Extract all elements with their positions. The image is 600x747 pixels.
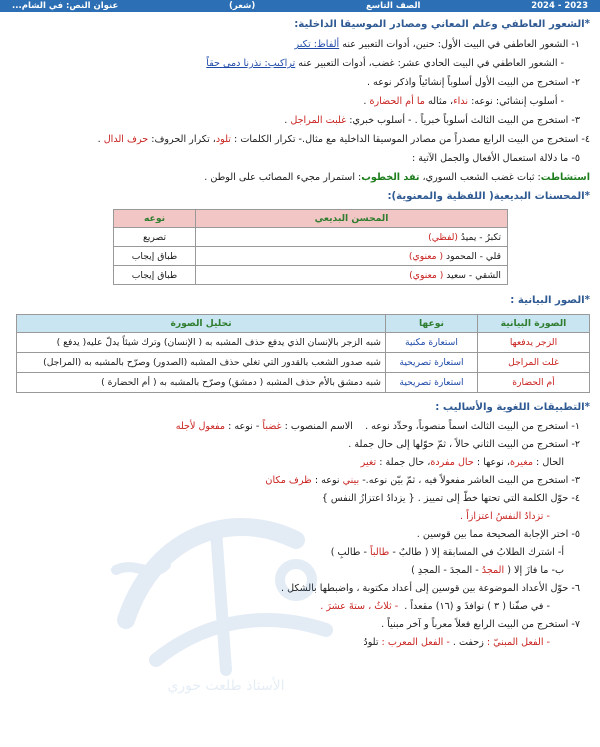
- item-line: ٥- ما دلالة استعمال الأفعال والجمل الآتية :: [411, 153, 580, 164]
- answer-text: المجدُ: [481, 565, 505, 576]
- highlight-text: : نذرنا دمي حقاً: [206, 58, 268, 69]
- answer-text: تغير: [360, 457, 377, 468]
- item-text: ، تكرار الحروف:: [151, 134, 216, 145]
- item-line: [14, 54, 590, 73]
- item-text: - أسلوب إنشائي: نوعه:: [471, 96, 564, 107]
- item-line: [14, 92, 590, 111]
- item-text: .: [363, 96, 370, 107]
- section-heading: *الشعور العاطفي وعلم المعاني ومصادر الموسيقا الداخلية:: [294, 19, 590, 30]
- column-header: تحليل الصورة: [17, 315, 386, 333]
- section-heading: *الصور البيانية :: [510, 295, 590, 306]
- table-cell: تصريع: [114, 228, 196, 247]
- rhetoric-table: [113, 209, 508, 285]
- table-cell: الزجر يدفعها: [478, 333, 590, 353]
- table-cell: استعارة مكنية: [386, 333, 478, 353]
- term-label: تفد الخطوب: [361, 172, 420, 183]
- table-cell: غلت المراجل: [478, 353, 590, 373]
- item-text: ١- الشعور العاطفي في البيت الأول: حنين، أدوات التعبير عنه: [342, 39, 580, 50]
- item-line: ٢- استخرج من البيت الأول أسلوباً إنشائياً واذكر نوعه .: [366, 77, 580, 88]
- item-text: - نوعه :: [228, 421, 263, 432]
- table-cell: طباق إيجاب: [114, 247, 196, 266]
- answer-text: ظرف مكان: [265, 475, 312, 486]
- item-text: : استمرار مجيء المصائب على الوطن .: [204, 172, 362, 183]
- item-line: [14, 454, 590, 472]
- answer-text: غلبت المراجل: [290, 115, 347, 126]
- item-line: [14, 130, 590, 149]
- item-text: - في صفّنا ( ٣ ) نوافذَ و (١٦) مقعداً .: [404, 601, 550, 612]
- item-line: [14, 562, 590, 580]
- table-cell: تكبرُ - يميدُ (لفظي): [196, 228, 508, 247]
- answer-text: حال مفردة: [430, 457, 474, 468]
- column-header: الصورة البيانية: [478, 315, 590, 333]
- table-cell: شبه دمشق بالأم حذف المشبه ( دمشق) وصرّح بالمشبه به ( أم الحضارة ): [17, 373, 386, 393]
- table-row: [17, 333, 590, 353]
- item-text: - طالبِ ): [330, 547, 370, 558]
- answer-line: - تزدادُ النفسُ اعتزازاً .: [460, 511, 550, 522]
- item-text: أ- اشترك الطلابُ في المسابقة إلا ( طالبٌ -: [392, 547, 564, 558]
- item-text: ٣- استخرج من البيت العاشر مفعولاً فيه ، ثمّ بيّن نوعه.-: [362, 475, 580, 486]
- item-line: ٦- حوّل الأعداد الموضوعة بين قوسين إلى أعداد مكتوبة ، واضبطها بالشكل .: [280, 583, 580, 594]
- table-cell: أم الحضارة: [478, 373, 590, 393]
- item-text: تلودُ: [363, 637, 382, 648]
- item-text: : ثبات غضب الشعب السوري،: [422, 172, 541, 183]
- title-segment: الصف التاسع: [365, 1, 421, 11]
- item-text: .: [97, 134, 104, 145]
- item-text: الاسم المنصوب :: [284, 421, 353, 432]
- answer-text: تلود: [215, 134, 231, 145]
- answer-text: مغيرة: [509, 457, 533, 468]
- term-label: استشاطت: [540, 172, 590, 183]
- item-text: ٤- استخرج من البيت الرابع مصدراً من مصادر الموسيقا الداخلية مع مثال.- تكرار الكلمات :: [234, 134, 590, 145]
- item-text: ، نوعها :: [476, 457, 510, 468]
- item-text: زحفت .: [452, 637, 487, 648]
- answer-text: نداء: [453, 96, 469, 107]
- item-line: ٤- حوّل الكلمة التي تحتها خطّ إلى تمييز . { يزدادُ اعتزازُ النفس }: [321, 493, 580, 504]
- table-row: [17, 353, 590, 373]
- table-cell: الشقي - سعيد ( معنوي): [196, 266, 508, 285]
- table-row: [114, 247, 508, 266]
- section-heading: *المحسنات البديعية( اللفظية والمعنوية):: [387, 191, 590, 202]
- item-text: - الشعور العاطفي في البيت الحادي عشر: غضب، أدوات التعبير عنه: [298, 58, 564, 69]
- watermark-text: الأستاذ طلعت حوري: [167, 678, 285, 694]
- answer-text: طالباً: [369, 547, 390, 558]
- item-line: [14, 634, 590, 652]
- table-cell: طباق إيجاب: [114, 266, 196, 285]
- highlight-text: تراكيب: [267, 58, 296, 69]
- item-text: ب- ما فازَ إلا (: [507, 565, 564, 576]
- table-cell: قلي - المحمود ( معنوي): [196, 247, 508, 266]
- imagery-table: [16, 314, 590, 393]
- worksheet-content: [14, 15, 590, 652]
- table-cell: استعارة تصريحية: [386, 373, 478, 393]
- column-header: نوعه: [114, 210, 196, 228]
- title-segment: (شعر): [229, 1, 256, 11]
- answer-text: مفعول لأجله: [175, 421, 226, 432]
- item-line: ٧- استخرج من البيت الرابع فعلاً معرباً و آخر مبنياً .: [381, 619, 580, 630]
- item-line: [14, 418, 590, 436]
- item-line: ٥- اختر الإجابة الصحيحة مما بين قوسين .: [416, 529, 580, 540]
- table-cell: شبه الزجر بالإنسان الذي يدفع حذف المشبه به ( الإنسان) وترك شيئاً يدلّ عليه( يدفع ): [17, 333, 386, 353]
- table-cell: استعارة تصريحية: [386, 353, 478, 373]
- answer-text: - الفعل المبنيّ :: [486, 637, 550, 648]
- item-text: ٣- استخرج من البيت الثالث أسلوباً خبرياً . - أسلوب خبري:: [349, 115, 580, 126]
- answer-text: - ثلاثُ ، ستةَ عشرَ .: [320, 601, 399, 612]
- table-row: [114, 266, 508, 285]
- item-line: [14, 168, 590, 187]
- item-text: الحال :: [536, 457, 564, 468]
- item-text: ١- استخرج من البيت الثالث اسماً منصوباً، وحدِّد نوعه .: [365, 421, 580, 432]
- item-line: [14, 544, 590, 562]
- item-text: - المجدَ - المجدِ ): [411, 565, 482, 576]
- item-line: ٢- استخرج من البيت الثاني حالاً ، ثمّ حوّلها إلى حال جملة .: [348, 439, 580, 450]
- answer-text: حرف الدال: [103, 134, 149, 145]
- table-row: [17, 373, 590, 393]
- table-row: [114, 228, 508, 247]
- title-segment: عنوان النص: في الشام...: [12, 1, 119, 11]
- item-line: [14, 35, 590, 54]
- answer-text: ما أم الحضارة: [369, 96, 425, 107]
- item-line: [14, 472, 590, 490]
- highlight-text: ألفاظ: تكبر: [294, 39, 340, 50]
- item-text: ، مثاله: [427, 96, 454, 107]
- column-header: المحسن البديعي: [196, 210, 508, 228]
- title-segment: 2023 - 2024: [531, 1, 588, 11]
- answer-text: غضباً: [262, 421, 282, 432]
- answer-text: - الفعل المعرب :: [381, 637, 450, 648]
- item-line: [14, 598, 590, 616]
- section-heading: *التطبيقات اللغوية والأساليب :: [435, 402, 590, 413]
- item-text: نوعه :: [314, 475, 343, 486]
- item-line: [14, 111, 590, 130]
- title-bar: [0, 0, 600, 12]
- answer-text: بيني: [342, 475, 360, 486]
- table-cell: شبه صدور الشعب بالقدور التي تغلي حذف المشبه (الصدور) وصرّح بالمشبه به (المراجل): [17, 353, 386, 373]
- item-text: .: [284, 115, 291, 126]
- column-header: نوعها: [386, 315, 478, 333]
- item-text: ، حال جملة :: [379, 457, 431, 468]
